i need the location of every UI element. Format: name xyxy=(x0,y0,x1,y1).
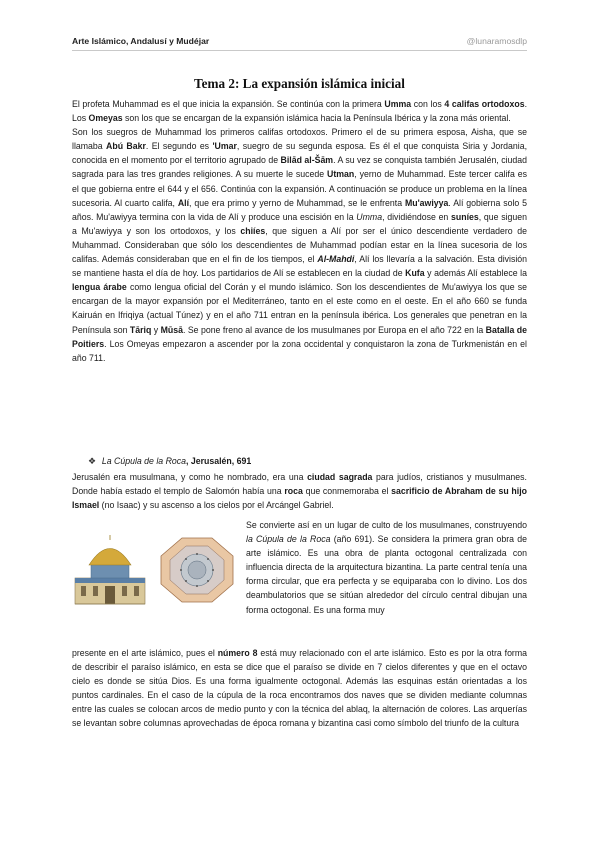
cupula-continuation xyxy=(72,646,527,731)
paragraph-octagon: presente en el arte islámico, pues el número 8 está muy relacionado con el arte islámico. Esto es por la otra forma de describir el paraíso islámico, en esta se dice que el paraíso se divide en 7 cielos diferentes y que en el octavo cielo es donde se sitúa Dios. Es una forma igualmente octogonal. Además las esquinas están orientadas a los puntos cardinales. En el caso de la cúpula de la roca encontramos dos naves que se dividen mediante columnas entre las cuales se colocan arcos de medio punto y con la técnica del ablaq, la alternación de colores. Las arquerías se levantan sobre columnas aprovechadas de época romana y bizantina casi como símbolo del triunfo de la cultura xyxy=(72,648,528,729)
header-author-handle: @lunaramosdlp xyxy=(466,36,527,46)
dome-elevation-image xyxy=(75,535,145,604)
dome-of-the-rock-drawing xyxy=(73,534,243,606)
paragraph-califas: Son los suegros de Muhammad los primeros califas ortodoxos. Primero el de su primera esposa, Aisha, que se llamaba Abú Bakr. El segundo es 'Umar, suegro de su segunda esposa. Es él el que conquista Siria y Jordania, conocida en el momento por el territorio agrupado de Bilād al-Šām. A su vez se conquista también Jerusalén, ciudad sagrada para las tres grandes religiones. A su muerte le sucede Utman, yerno de Muhammad. Este tercer califa es el que gobierna entre el 644 y el 656. Continúa con la expansión. A continuación se produce un problema en la línea sucesoria. Al cuarto califa, Alí, que era primo y yerno de Muhammad, se le enfrenta Mu'awiyya. Alí gobierna solo 5 años. Mu'awiyya termina con la vida de Alí y produce una escisión en la Umma, dividiéndose en suníes, que siguen a Mu'awiyya y son los ortodoxos, y los chiíes, que siguen a Alí por ser el único descendiente verdadero de Muhammad. Consideraban que sólo los descendientes de Muhammad podían estar en la línea sucesoria de los califas. Además consideraban que en el fin de los tiempos, el Al-Mahdi, Alí los llevaría a la salvación. Esta división se mantiene hasta el día de hoy. Los partidarios de Alí se establecen en la ciudad de Kufa y además Alí establece la lengua árabe como lengua oficial del Corán y el mundo islámico. Son los descendientes de Mu'awiyya los que se encargan de la mayor expansión por el Mediterráneo, tanto en el este como en el oeste. En el año 660 se funda Kairuán en Ifriqiya (actual Túnez) y en el año 711 entran en la península ibérica. Los generales que penetran en la Península son Tāriq y Mūsā. Se pone freno al avance de los musulmanes por Europa en el año 722 en la Batalla de Poitiers. Los Omeyas empezaron a ascender por la zona occidental y conquistaron la zona de Turkmenistán en el año 711. xyxy=(72,127,528,363)
header-course-title: Arte Islámico, Andalusí y Mudéjar xyxy=(72,36,210,46)
octagonal-plan-image xyxy=(161,538,233,602)
diamond-bullet-icon: ❖ xyxy=(88,456,96,466)
intro-section xyxy=(72,97,527,365)
paragraph-cupula: Se convierte así en un lugar de culto de los musulmanes, construyendo la Cúpula de la Roca (año 691). Se considera la primera gran obra de arte islámico. Es una obra de planta octogonal centralizada con influencia directa de la arquitectura bizantina. La parte central tenía una forma circular, que era perfecta y se equiparaba con lo divino. Los dos deambulatorios que se sitúan alrededor del círculo central dibujan una forma octogonal. Es una forma muy xyxy=(246,520,527,615)
cupula-illustration xyxy=(73,534,243,606)
paragraph-jerusalen: Jerusalén era musulmana, y como he nombrado, era una ciudad sagrada para judíos, cristianos y musulmanes. Donde había estado el templo de Salomón había una roca que conmemoraba el sacrificio de Abraham de su hijo Ismael (no Isaac) y su ascenso a los cielos por el Arcángel Gabriel. xyxy=(72,472,527,511)
cupula-description-wrapped xyxy=(246,518,527,617)
section-heading-cupula: ❖ La Cúpula de la Roca, Jerusalén, 691 xyxy=(88,456,252,466)
document-title: Tema 2: La expansión islámica inicial xyxy=(194,76,405,91)
page-header xyxy=(72,36,527,51)
paragraph-intro: El profeta Muhammad es el que inicia la expansión. Se continúa con la primera Umma con los 4 califas ortodoxos. Los Omeyas son los que se encargan de la expansión islámica hacia la Península Ibérica y la zona más oriental. xyxy=(72,99,528,124)
cupula-intro-section xyxy=(72,470,527,512)
